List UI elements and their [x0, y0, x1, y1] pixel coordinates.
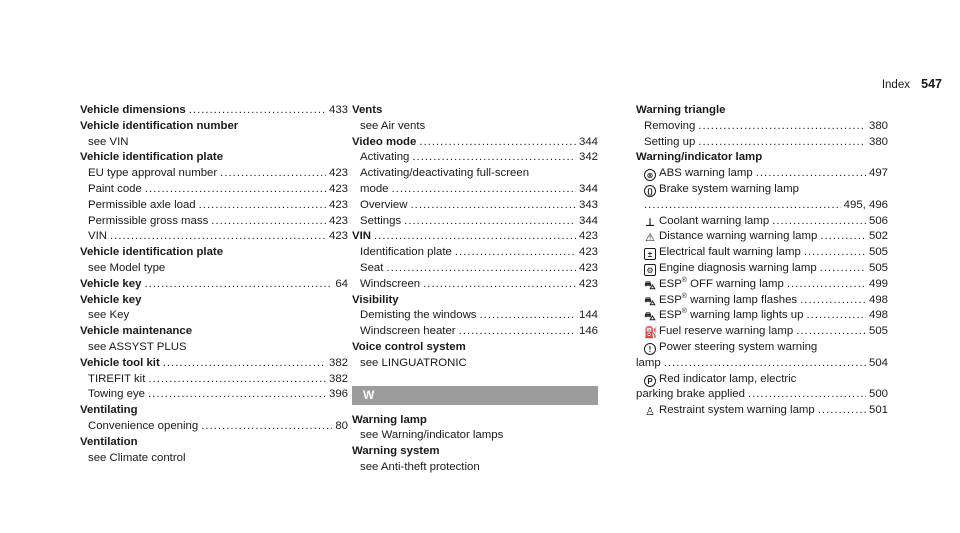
index-subentry: Permissible axle load ..... 423 — [80, 198, 348, 214]
index-heading: Warning system — [352, 445, 440, 458]
index-subentry: Permissible gross mass ..... 423 — [80, 214, 348, 230]
index-subentry: () Brake system warning lamp — [636, 182, 888, 198]
index-subentry: TIREFIT kit ..... 382 — [80, 372, 348, 388]
index-subentry-continued: ..... 495, 496 — [636, 198, 888, 214]
index-subentry-continued: parking brake applied ..... 500 — [636, 387, 888, 403]
index-subentry: ♙ Restraint system warning lamp ..... 501 — [636, 403, 888, 419]
header-label: Index — [881, 79, 910, 91]
index-subentry: ⊥ Coolant warning lamp ..... 506 — [636, 214, 888, 230]
esp-off-icon: ⛍ — [644, 279, 656, 292]
abs-warning-icon: ⊗ — [644, 169, 656, 181]
index-see-reference: see VIN — [88, 135, 129, 148]
airbag-icon: ♙ — [645, 406, 655, 419]
index-see-reference: see Model type — [88, 261, 166, 274]
index-subentry: Windscreen ..... 423 — [352, 277, 598, 293]
parking-brake-icon: P — [644, 375, 656, 387]
index-column-1 — [80, 103, 348, 466]
index-subentry: ⚙ Engine diagnosis warning lamp ..... 505 — [636, 261, 888, 277]
index-see-reference: see Anti-theft protection — [360, 460, 480, 473]
page-header — [882, 77, 942, 91]
index-subentry: Windscreen heater ..... 146 — [352, 324, 598, 340]
esp-icon: ⛍ — [644, 311, 656, 324]
index-subentry: ⊗ ABS warning lamp ..... 497 — [636, 166, 888, 182]
steering-wheel-icon: ! — [644, 343, 656, 355]
battery-icon: ± — [644, 248, 656, 260]
index-heading: Vehicle maintenance — [80, 325, 193, 338]
coolant-icon: ⊥ — [644, 216, 656, 229]
index-heading: Ventilating — [80, 404, 138, 417]
index-subentry: Identification plate ..... 423 — [352, 245, 598, 261]
index-subentry: Setting up ..... 380 — [636, 135, 888, 151]
index-subentry: Removing ..... 380 — [636, 119, 888, 135]
index-subentry-continued: lamp ..... 504 — [636, 356, 888, 372]
index-heading: Voice control system — [352, 340, 466, 353]
index-heading: Vehicle key — [80, 293, 142, 306]
index-subentry: ⛍ ESP® warning lamp lights up ..... 498 — [636, 308, 888, 324]
index-subentry: Activating ..... 342 — [352, 150, 598, 166]
index-subentry: ! Power steering system warning — [636, 340, 888, 356]
page-number: 547 — [921, 77, 942, 91]
section-header-w: W — [352, 386, 598, 405]
index-subentry: ⛽Fuel reserve warning lamp ..... 505 — [636, 324, 888, 340]
index-entry: VIN ..... 423 — [352, 229, 598, 245]
index-subentry: ⚠ Distance warning warning lamp ..... 502 — [636, 229, 888, 245]
index-subentry: mode ..... 344 — [352, 182, 598, 198]
index-heading: Vents — [352, 104, 383, 116]
index-heading: Vehicle identification plate — [80, 246, 224, 259]
index-subentry: ⛍ ESP® OFF warning lamp ..... 499 — [636, 277, 888, 293]
index-subentry: Convenience opening ..... 80 — [80, 419, 348, 435]
index-entry: Video mode ..... 344 — [352, 135, 598, 151]
index-subentry: Paint code ..... 423 — [80, 182, 348, 198]
engine-icon: ⚙ — [644, 264, 656, 276]
index-subentry: Seat ..... 423 — [352, 261, 598, 277]
index-subentry: EU type approval number ..... 423 — [80, 166, 348, 182]
index-subentry: Settings ..... 344 — [352, 214, 598, 230]
index-column-3 — [636, 103, 888, 419]
index-see-reference: see ASSYST PLUS — [88, 340, 187, 353]
index-subentry: Demisting the windows ..... 144 — [352, 308, 598, 324]
brake-warning-icon: () — [644, 185, 656, 197]
index-heading: Vehicle identification plate — [80, 151, 224, 164]
index-subentry: ± Electrical fault warning lamp ..... 505 — [636, 245, 888, 261]
index-heading: Visibility — [352, 293, 399, 306]
distance-warning-icon: ⚠ — [645, 232, 655, 245]
index-heading: Ventilation — [80, 435, 138, 448]
esp-icon: ⛍ — [644, 295, 656, 308]
index-see-reference: see LINGUATRONIC — [360, 356, 467, 369]
index-see-reference: see Key — [88, 309, 130, 322]
index-heading: Warning lamp — [352, 413, 427, 426]
index-see-reference: see Warning/indicator lamps — [360, 429, 504, 442]
index-subentry: Towing eye ..... 396 — [80, 387, 348, 403]
index-subentry: P Red indicator lamp, electric — [636, 372, 888, 388]
index-entry: Vehicle dimensions ..... 433 — [80, 103, 348, 119]
index-see-reference: see Air vents — [360, 119, 426, 132]
index-subentry: VIN ..... 423 — [80, 229, 348, 245]
index-subentry: Overview ..... 343 — [352, 198, 598, 214]
index-see-reference: see Climate control — [88, 451, 186, 464]
index-subentry: ⛍ ESP® warning lamp flashes ..... 498 — [636, 293, 888, 309]
index-see-reference: Activating/deactivating full-screen — [360, 167, 530, 180]
index-entry: Vehicle tool kit ..... 382 — [80, 356, 348, 372]
index-heading: Vehicle identification number — [80, 119, 239, 132]
index-heading: Warning triangle — [636, 104, 726, 116]
fuel-pump-icon: ⛽ — [644, 327, 658, 340]
index-entry: Vehicle key ..... 64 — [80, 277, 348, 293]
index-heading: Warning/indicator lamp — [636, 151, 763, 164]
index-column-2 — [352, 103, 598, 476]
